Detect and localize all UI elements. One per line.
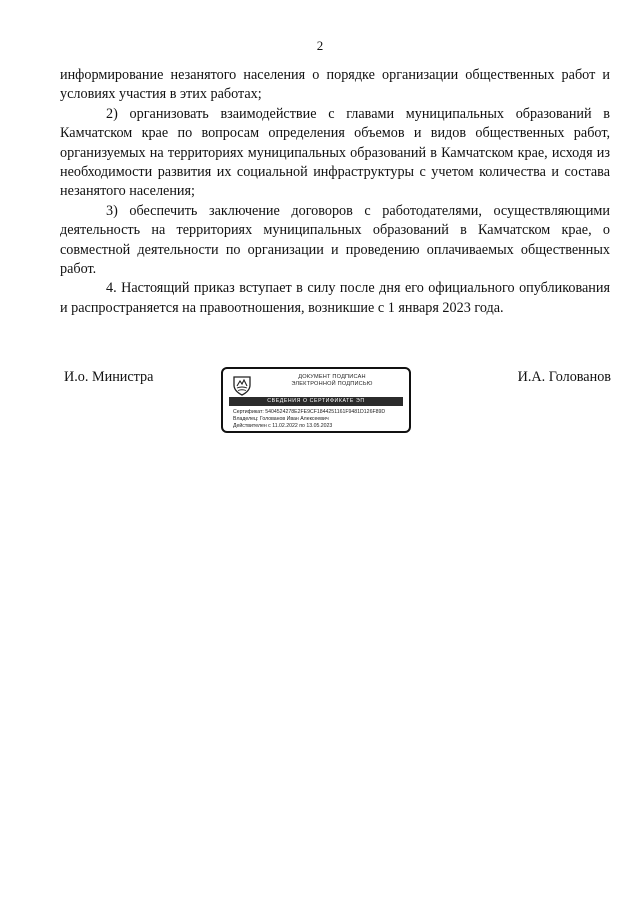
signatory-position: И.о. Министра: [64, 369, 154, 385]
stamp-title: [259, 374, 405, 388]
paragraph-1: информирование незанятого населения о порядке организации общественных работ и условиях участия в этих работах;: [60, 67, 610, 103]
electronic-signature-stamp: [221, 367, 411, 433]
stamp-title-line-2: ЭЛЕКТРОННОЙ ПОДПИСЬЮ: [291, 381, 373, 387]
coat-of-arms-icon: [231, 374, 253, 396]
document-body: [60, 66, 610, 318]
signatory-name: И.А. Голованов: [517, 369, 611, 385]
stamp-owner: Владелец: Голованов Иван Алексеевич: [233, 416, 329, 422]
stamp-title-line-1: ДОКУМЕНТ ПОДПИСАН: [298, 374, 366, 380]
stamp-certificate-number: Сертификат: 5404524278E2FE9CF1844251161F9481D126F89D: [233, 409, 386, 415]
stamp-details: [233, 409, 405, 430]
paragraph-4: 4. Настоящий приказ вступает в силу после дня его официального опубликования и распространяется на правоотношения, возникшие с 1 января 2023 года.: [60, 280, 610, 316]
page-number: 2: [316, 38, 324, 53]
stamp-validity: Действителен с 11.02.2022 по 13.05.2023: [233, 423, 333, 429]
paragraph-2: 2) организовать взаимодействие с главами муниципальных образований в Камчатском крае по вопросам определения объемов и видов общественных работ, организуемых на территориях муниципальных образований в Камчатском крае, исходя из необходимости развития их социальной инфраструктуры с учетом количества и состава незанятого населения;: [60, 105, 610, 200]
paragraph-3: 3) обеспечить заключение договоров с работодателями, осуществляющими деятельность на территориях муниципальных образований в Камчатском крае, о совместной деятельности по организации и проведению оплачиваемых общественных работ.: [60, 202, 610, 278]
stamp-certificate-header: СВЕДЕНИЯ О СЕРТИФИКАТЕ ЭП: [229, 397, 403, 406]
